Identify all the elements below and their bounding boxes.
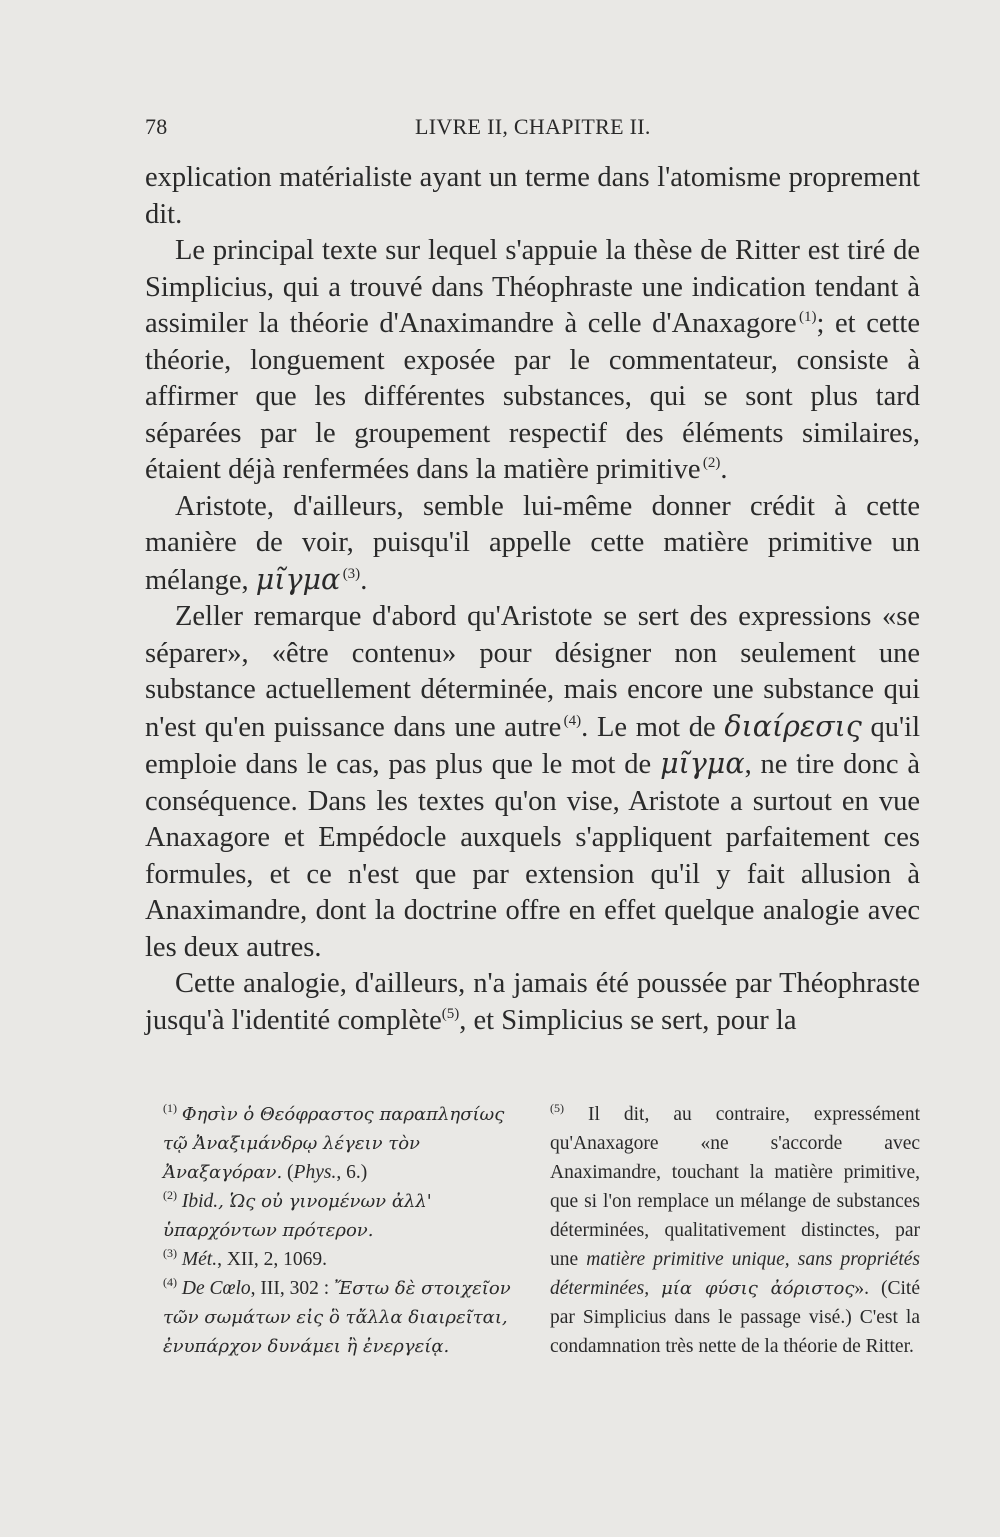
footnote-ref-4: (4) [563, 712, 582, 729]
running-title: LIVRE II, CHAPITRE II. [415, 114, 651, 139]
footnote-4-number: (4) [163, 1275, 177, 1289]
footnote-4 [163, 1274, 518, 1361]
footnotes-left-column [163, 1100, 518, 1361]
p5-text-b: , et Simplicius se sert, pour la [459, 1004, 797, 1036]
page-header [145, 114, 920, 148]
paragraph-1-text: explication matérialiste ayant un terme dans l'atomisme proprement dit. [145, 162, 920, 230]
footnote-5-number: (5) [550, 1101, 564, 1115]
footnote-ref-2: (2) [702, 455, 721, 471]
paragraph-5 [145, 966, 920, 1039]
footnote-3-number: (3) [163, 1246, 177, 1260]
footnote-ref-3: (3) [342, 565, 361, 582]
footnote-5-text-a: Il dit, au contraire, expressément qu'Anaxagore «ne s'accorde avec Anaximandre, touchant la matière primitive, que si l'on remplace un mélange de substances déterminées, qualitativement distinctes, par une [550, 1104, 920, 1270]
footnote-2 [163, 1187, 518, 1245]
greek-word-migma-2: μῖγμα [660, 747, 745, 780]
footnote-5-text-b: ». (Cité par Simplicius dans le passage visé.) C'est la condamnation très nette de la théorie de Ritter. [550, 1278, 920, 1357]
p3-text-a: Aristote, d'ailleurs, semble lui-même donner crédit à cette manière de voir, puisqu'il appelle cette matière primitive un mélange, [145, 490, 920, 596]
paragraph-2 [145, 233, 920, 489]
footnote-1-number: (1) [163, 1101, 177, 1115]
footnote-4-ref-title: De Cœlo [181, 1278, 251, 1299]
p3-text-b: . [360, 564, 368, 596]
paragraph-3 [145, 489, 920, 600]
p5-text-a: Cette analogie, d'ailleurs, n'a jamais été poussée par Théophraste jusqu'à l'identité complète [145, 968, 920, 1036]
footnote-1 [163, 1100, 518, 1187]
p4-text-d: , ne tire donc à conséquence. Dans les textes qu'on vise, Aristote a surtout en vue Anaxagore et Empédocle auxquels s'appliquent parfaitement ces formules, et ce n'est que par extension qu'il y fait allusion à Anaximandre, dont la doctrine offre en effet quelque analogie avec les deux autres. [145, 749, 920, 963]
footnote-1-greek: Φησὶν ὁ Θεόφραστος παραπλησίως τῷ Ἀναξιμάνδρῳ λέγειν τὸν Ἀναξαγόραν. [163, 1104, 505, 1183]
footnote-2-number: (2) [163, 1188, 177, 1202]
greek-word-migma: μῖγμα [255, 562, 341, 596]
main-text [145, 160, 920, 1039]
footnote-ref-1: (1) [798, 309, 817, 325]
p4-text-a: Zeller remarque d'abord qu'Aristote se sert des expressions «se séparer», «être contenu» pour désigner non seulement une substance actuellement déterminée, mais encore une substance qui n'est qu'en puissance dans une autre [145, 601, 920, 743]
p2-text-c: . [720, 454, 728, 485]
footnote-3 [163, 1245, 518, 1274]
footnote-3-ref-title: Mét. [181, 1249, 218, 1270]
footnote-3-ref: , XII, 2, 1069. [217, 1249, 328, 1270]
footnote-2-ibid: Ibid. [181, 1191, 219, 1212]
p2-text-a: Le principal texte sur lequel s'appuie la thèse de Ritter est tiré de Simplicius, qui a trouvé dans Théophraste une indication tendant à assimiler la théorie d'Anaximandre à celle d'Anaxagore [145, 235, 920, 339]
footnote-5-greek: μία φύσις ἀόριστος [661, 1278, 855, 1299]
footnote-1-ref-close: , 6.) [336, 1162, 368, 1183]
footnote-1-ref-title: Phys. [293, 1162, 337, 1183]
p4-text-c: qu'il emploie dans le cas, pas plus que le mot de [145, 711, 921, 780]
footnote-ref-5: (5) [441, 1005, 460, 1022]
footnotes-right-column [550, 1100, 920, 1361]
p2-text-b: ; et cette théorie, longuement exposée par le commentateur, consiste à affirmer que les différentes substances, qui se sont plus tard séparées par le groupement respectif des éléments similaires, étaient déjà renfermées dans la matière primitive [145, 308, 920, 485]
footnote-5-italic: matière primitive unique, sans propriétés déterminées, [550, 1249, 920, 1299]
footnote-1-ref-open: ( [282, 1162, 294, 1183]
footnote-5 [550, 1100, 920, 1361]
page-number: 78 [145, 114, 168, 139]
footnote-2-greek: , Ὡς οὐ γινομένων ἀλλ' ὑπαρχόντων πρότερον. [163, 1191, 432, 1241]
p4-text-b: . Le mot de [581, 711, 716, 743]
footnote-4-greek: Ἔστω δὲ στοιχεῖον τῶν σωμάτων εἰς ὃ τἄλλα διαιρεῖται, ἐνυπάρχον δυνάμει ἢ ἐνεργείᾳ. [163, 1278, 511, 1357]
paragraph-1 [145, 160, 920, 233]
footnote-4-ref: , III, 302 : [250, 1278, 335, 1299]
greek-word-diairesis: διαίρεσις [724, 709, 862, 743]
paragraph-4 [145, 599, 920, 966]
